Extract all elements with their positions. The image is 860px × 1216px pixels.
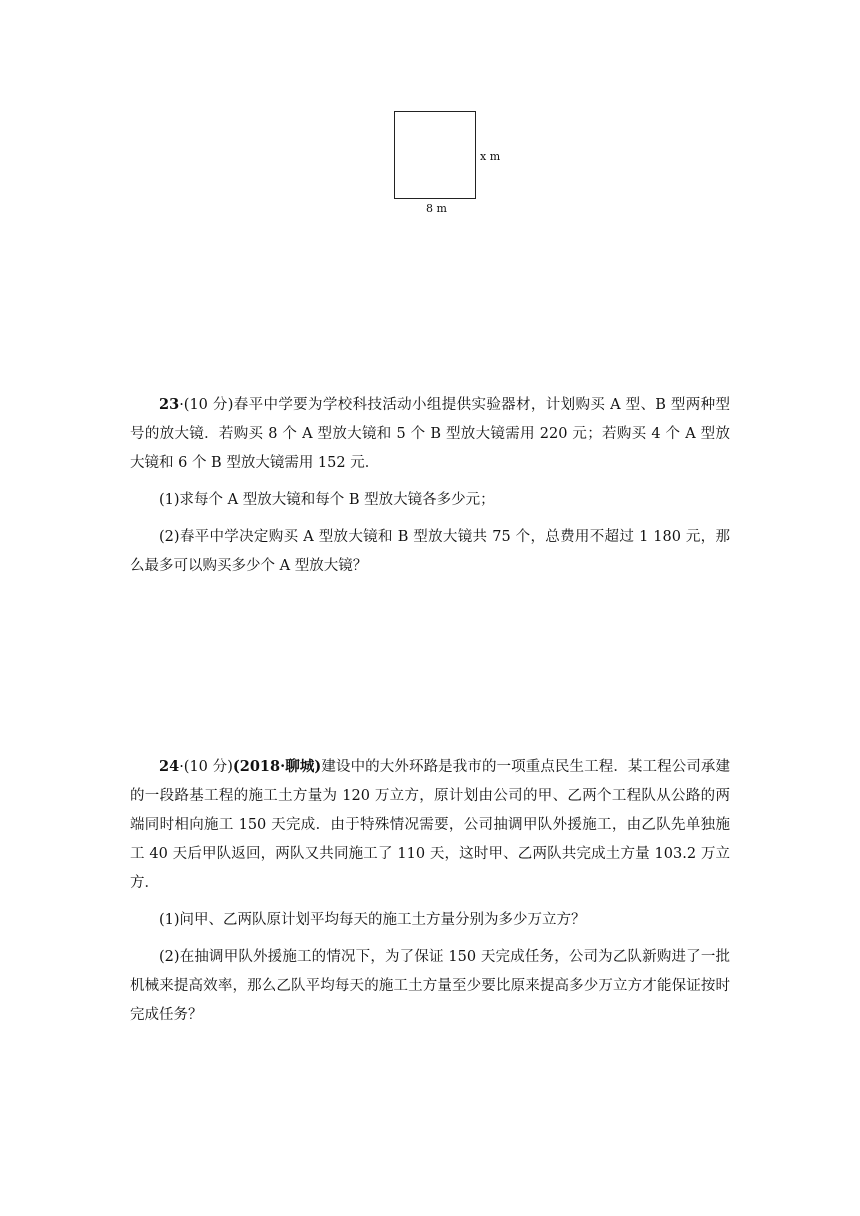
problem-24-part2: (2)在抽调甲队外援施工的情况下，为了保证 150 天完成任务，公司为乙队新购进了一批机械来提高效率，那么乙队平均每天的施工土方量至少要比原来提高多少万立方才能保证按时完成任务？ — [130, 949, 730, 1023]
problem-23-stem — [130, 390, 730, 478]
problem-23-part2: (2)春平中学决定购买 A 型放大镜和 B 型放大镜共 75 个，总费用不超过 1 180 元，那么最多可以购买多少个 A 型放大镜？ — [130, 529, 730, 574]
bottom-length-label: 8 m — [426, 202, 447, 215]
problem-23 — [130, 390, 730, 581]
rectangle-figure — [0, 0, 860, 260]
rectangle-shape — [394, 111, 476, 199]
problem-24-stem — [130, 752, 730, 898]
problem-24-number: 24 — [159, 758, 180, 775]
problem-24-score: ·(10 分) — [179, 759, 233, 775]
side-length-label: x m — [480, 150, 501, 163]
problem-24-source: (2018·聊城) — [232, 758, 322, 775]
problem-24-text: 建设中的大外环路是我市的一项重点民生工程．某工程公司承建的一段路基工程的施工土方量为 120 万立方，原计划由公司的甲、乙两个工程队从公路的两端同时相向施工 150 天完成．由于特殊情况需要，公司抽调甲队外援施工，由乙队先单独施工 40 天后甲队返回，两队又共同施工了 110 天，这时甲、乙两队共完成土方量 103.2 万立方． — [130, 759, 730, 891]
problem-24 — [130, 752, 730, 1030]
problem-24-part1: (1)问甲、乙两队原计划平均每天的施工土方量分别为多少万立方？ — [159, 912, 586, 928]
problem-23-score: ·(10 分) — [179, 397, 234, 413]
problem-23-number: 23 — [159, 396, 180, 413]
problem-23-text: 春平中学要为学校科技活动小组提供实验器材，计划购买 A 型、B 型两种型号的放大镜．若购买 8 个 A 型放大镜和 5 个 B 型放大镜需用 220 元；若购买 4 个 A 型放大镜和 6 个 B 型放大镜需用 152 元． — [130, 397, 731, 471]
problem-23-part1: (1)求每个 A 型放大镜和每个 B 型放大镜各多少元； — [159, 492, 495, 508]
